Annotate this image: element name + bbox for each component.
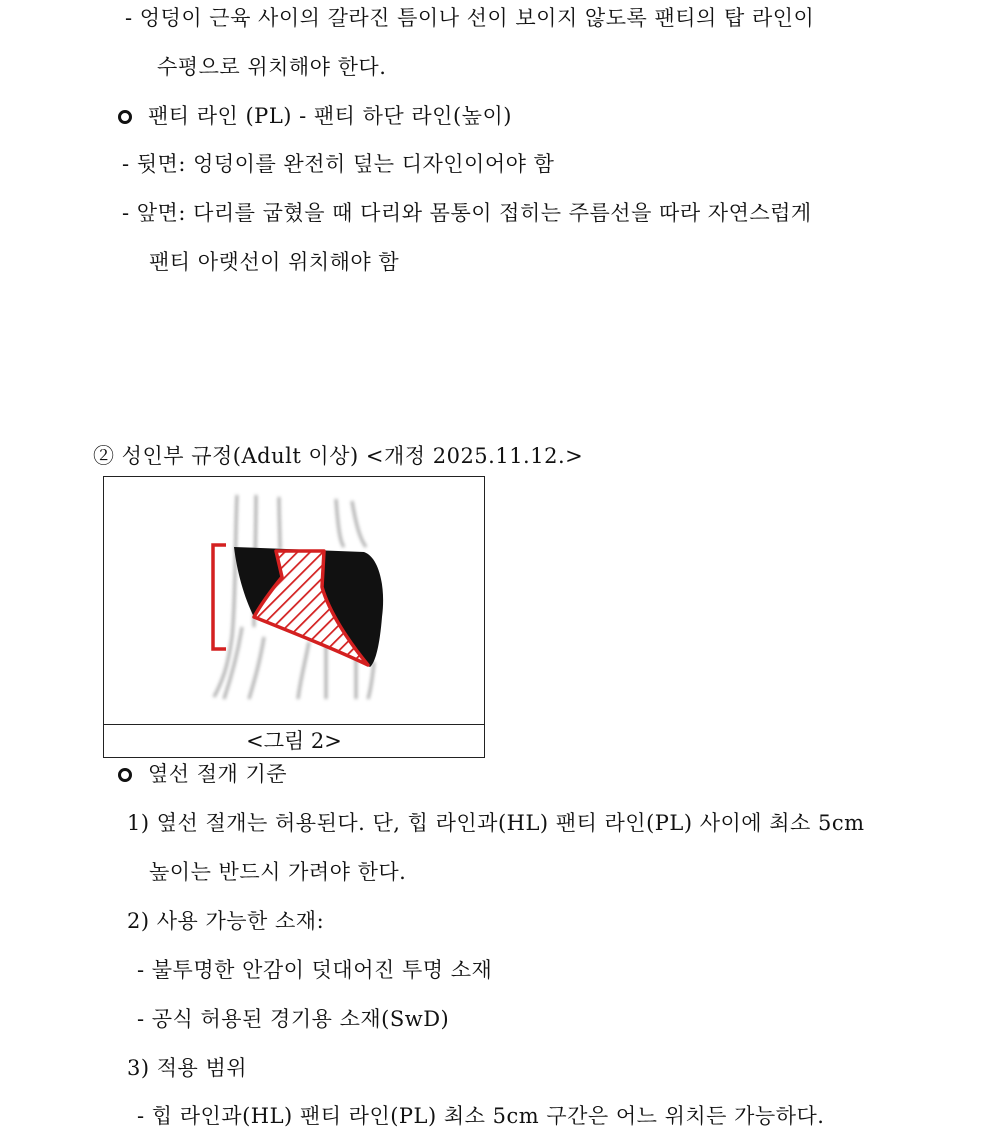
figure-2-caption: <그림 2> bbox=[246, 729, 342, 753]
rule-text-line: 수평으로 위치해야 한다. bbox=[157, 55, 387, 79]
panty-line-heading bbox=[118, 101, 512, 131]
cut-heading-text: 옆선 절개 기준 bbox=[148, 762, 288, 786]
figure-2-illustration bbox=[104, 477, 484, 725]
circle-bullet-icon bbox=[118, 768, 132, 782]
back-rule: - 뒷면: 엉덩이를 완전히 덮는 디자인이어야 함 bbox=[122, 152, 555, 176]
rule-1-continued: 높이는 반드시 가려야 한다. bbox=[149, 860, 407, 884]
rule-1: 1) 옆선 절개는 허용된다. 단, 힙 라인과(HL) 팬티 라인(PL) 사이에 최소 5cm bbox=[127, 811, 865, 835]
rule-3: 3) 적용 범위 bbox=[127, 1056, 248, 1080]
rule-3-item: - 힙 라인과(HL) 팬티 라인(PL) 최소 5cm 구간은 어느 위치든 가능하다. bbox=[137, 1104, 825, 1128]
rule-2-item: - 불투명한 안감이 덧대어진 투명 소재 bbox=[137, 958, 493, 982]
rule-2-item: - 공식 허용된 경기용 소재(SwD) bbox=[137, 1007, 450, 1031]
rule-2: 2) 사용 가능한 소재: bbox=[127, 909, 325, 933]
rule-text-line: - 엉덩이 근육 사이의 갈라진 틈이나 선이 보이지 않도록 팬티의 탑 라인이 bbox=[125, 6, 815, 30]
circle-bullet-icon bbox=[118, 110, 132, 124]
swimsuit-diagram-icon bbox=[104, 477, 484, 723]
front-rule-continued: 팬티 아랫선이 위치해야 함 bbox=[149, 250, 400, 274]
front-rule: - 앞면: 다리를 굽혔을 때 다리와 몸통이 접히는 주름선을 따라 자연스럽게 bbox=[122, 201, 812, 225]
cut-heading bbox=[118, 759, 287, 789]
panty-line-heading-text: 팬티 라인 (PL) - 팬티 하단 라인(높이) bbox=[148, 104, 512, 128]
figure-2 bbox=[103, 476, 485, 758]
section-heading: ② 성인부 규정(Adult 이상) <개정 2025.11.12.> bbox=[93, 444, 584, 468]
